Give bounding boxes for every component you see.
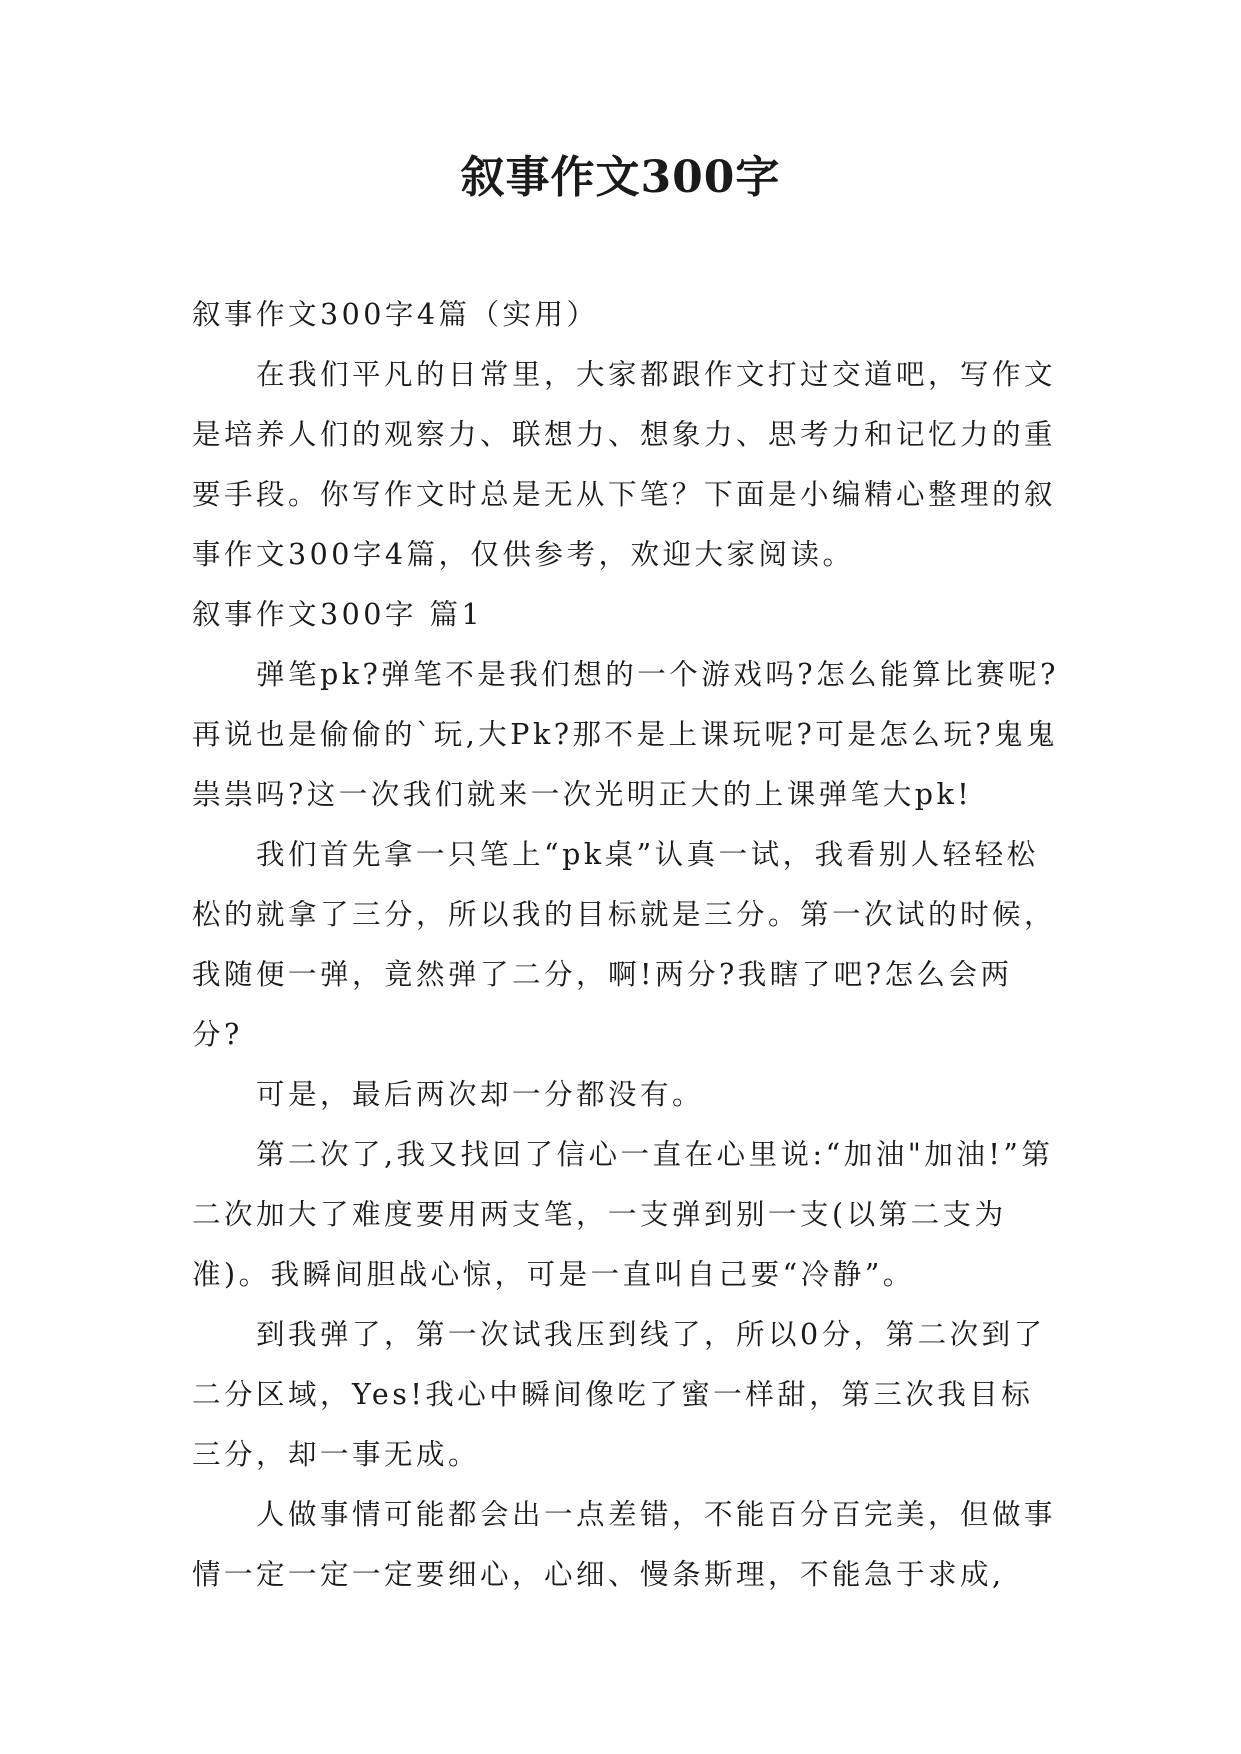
body-paragraph: 可是，最后两次却一分都没有。 (256, 1078, 705, 1111)
document-title: 叙事作文300字 (460, 152, 781, 203)
body-paragraph: 在我们平凡的日常里，大家都跟作文打过交道吧，写作文是培养人们的观察力、联想力、想象力、思考力和记忆力的重要手段。你写作文时总是无从下笔？下面是小编精心整理的叙事作文300字4篇，仅供参考，欢迎大家阅读。 (192, 358, 1057, 571)
section-heading: 叙事作文300字4篇（实用） (192, 298, 599, 331)
section-heading: 叙事作文300字 篇1 (192, 598, 484, 631)
body-paragraph: 弹笔pk?弹笔不是我们想的一个游戏吗?怎么能算比赛呢?再说也是偷偷的`玩,大Pk?那不是上课玩呢?可是怎么玩?鬼鬼祟祟吗?这一次我们就来一次光明正大的上课弹笔大pk! (192, 658, 1059, 811)
body-paragraph: 我们首先拿一只笔上“pk桌”认真一试，我看别人轻轻松松的就拿了三分，所以我的目标就是三分。第一次试的时候，我随便一弹，竟然弹了二分，啊!两分?我瞎了吧?怎么会两分? (192, 838, 1057, 1051)
body-paragraph: 到我弹了，第一次试我压到线了，所以0分，第二次到了二分区域，Yes!我心中瞬间像吃了蜜一样甜，第三次我目标三分，却一事无成。 (192, 1318, 1046, 1471)
body-paragraph: 人做事情可能都会出一点差错，不能百分百完美，但做事情一定一定一定要细心，心细、慢条斯理，不能急于求成, (192, 1498, 1057, 1591)
body-paragraph: 第二次了,我又找回了信心一直在心里说:“加油"加油!”第二次加大了难度要用两支笔，一支弹到别一支(以第二支为准)。我瞬间胆战心惊，可是一直叫自己要“冷静”。 (192, 1138, 1054, 1291)
document-body (192, 285, 1062, 1605)
